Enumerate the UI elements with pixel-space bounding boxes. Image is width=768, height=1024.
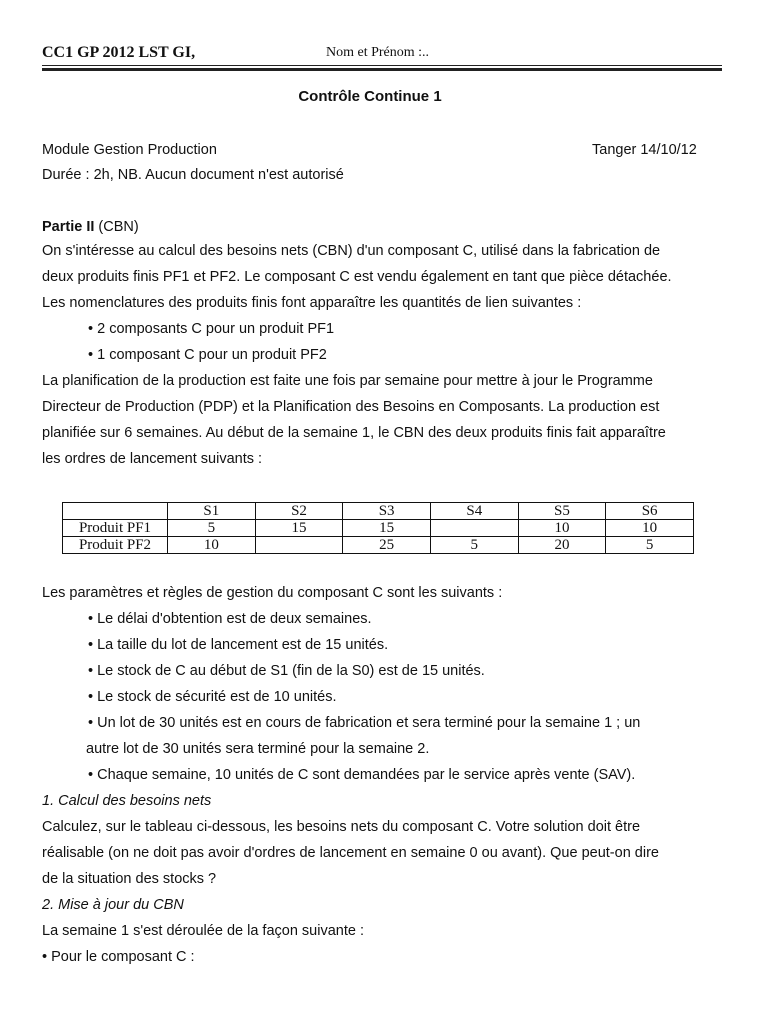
module-label: Module Gestion Production	[42, 142, 217, 158]
table-cell: 15	[343, 520, 431, 537]
planning-line: planifiée sur 6 semaines. Au début de la semaine 1, le CBN des deux produits finis fait apparaître	[42, 425, 666, 441]
duration-note: Durée : 2h, NB. Aucun document n'est autorisé	[42, 167, 344, 183]
q2-line: La semaine 1 s'est déroulée de la façon suivante :	[42, 923, 364, 939]
header-rule-thick	[42, 68, 722, 71]
intro-line: On s'intéresse au calcul des besoins nets (CBN) d'un composant C, utilisé dans la fabrication de	[42, 243, 661, 259]
planning-line: Directeur de Production (PDP) et la Planification des Besoins en Composants. La production est	[42, 399, 660, 415]
table-header-row	[63, 503, 694, 520]
table-corner	[63, 503, 168, 520]
table-cell: 25	[343, 537, 431, 554]
row-label: Produit PF1	[63, 520, 168, 537]
table-cell: 5	[168, 520, 256, 537]
table-cell: 5	[430, 537, 518, 554]
table-row	[63, 520, 694, 537]
params-paragraph	[42, 580, 722, 970]
part-heading-bold: Partie II	[42, 219, 95, 235]
part-heading-rest: (CBN)	[94, 219, 139, 235]
launch-orders-table	[62, 502, 694, 554]
param-bullet: • Le stock de sécurité est de 10 unités.	[88, 689, 337, 705]
table-cell: 10	[518, 520, 606, 537]
table-cell: 5	[606, 537, 694, 554]
q1-line: réalisable (on ne doit pas avoir d'ordres de lancement en semaine 0 ou avant). Que peut-on dire	[42, 845, 659, 861]
planning-line: les ordres de lancement suivants :	[42, 451, 263, 467]
table-header-cell: S5	[518, 503, 606, 520]
page-title: Contrôle Continue 1	[298, 88, 442, 105]
name-label: Nom et Prénom :..	[326, 45, 430, 60]
part-heading	[42, 219, 139, 235]
table-cell	[255, 537, 343, 554]
row-label: Produit PF2	[63, 537, 168, 554]
table-row	[63, 537, 694, 554]
q1-line: Calculez, sur le tableau ci-dessous, les besoins nets du composant C. Votre solution doit être	[42, 819, 641, 835]
q2-title: 2. Mise à jour du CBN	[42, 897, 184, 913]
intro-line: deux produits finis PF1 et PF2. Le composant C est vendu également en tant que pièce détachée.	[42, 269, 672, 285]
table-cell	[430, 520, 518, 537]
intro-line: Les nomenclatures des produits finis font apparaître les quantités de lien suivantes :	[42, 295, 582, 311]
param-bullet: • La taille du lot de lancement est de 15 unités.	[88, 637, 389, 653]
bom-bullet: • 2 composants C pour un produit PF1	[88, 321, 335, 337]
table-header-cell: S4	[430, 503, 518, 520]
place-date: Tanger 14/10/12	[592, 142, 697, 158]
intro-paragraph	[42, 238, 722, 472]
param-bullet: • Le stock de C au début de S1 (fin de la S0) est de 15 unités.	[88, 663, 485, 679]
header-rule-thin	[42, 65, 722, 66]
table-cell: 20	[518, 537, 606, 554]
table-cell: 10	[606, 520, 694, 537]
q2-line: • Pour le composant C :	[42, 949, 195, 965]
table-header-cell: S1	[168, 503, 256, 520]
table-header-cell: S3	[343, 503, 431, 520]
q1-line: de la situation des stocks ?	[42, 871, 217, 887]
param-bullet: • Un lot de 30 unités est en cours de fabrication et sera terminé pour la semaine 1 ; un	[88, 715, 641, 731]
param-bullet-continuation: autre lot de 30 unités sera terminé pour la semaine 2.	[86, 741, 430, 757]
param-bullet: • Chaque semaine, 10 unités de C sont demandées par le service après vente (SAV).	[88, 767, 636, 783]
course-header: CC1 GP 2012 LST GI,	[42, 44, 196, 61]
q1-title: 1. Calcul des besoins nets	[42, 793, 212, 809]
table-header-cell: S6	[606, 503, 694, 520]
bom-bullet: • 1 composant C pour un produit PF2	[88, 347, 327, 363]
planning-line: La planification de la production est faite une fois par semaine pour mettre à jour le Programme	[42, 373, 653, 389]
params-intro: Les paramètres et règles de gestion du composant C sont les suivants :	[42, 585, 503, 601]
table-header-cell: S2	[255, 503, 343, 520]
table-cell: 15	[255, 520, 343, 537]
param-bullet: • Le délai d'obtention est de deux semaines.	[88, 611, 372, 627]
table-cell: 10	[168, 537, 256, 554]
